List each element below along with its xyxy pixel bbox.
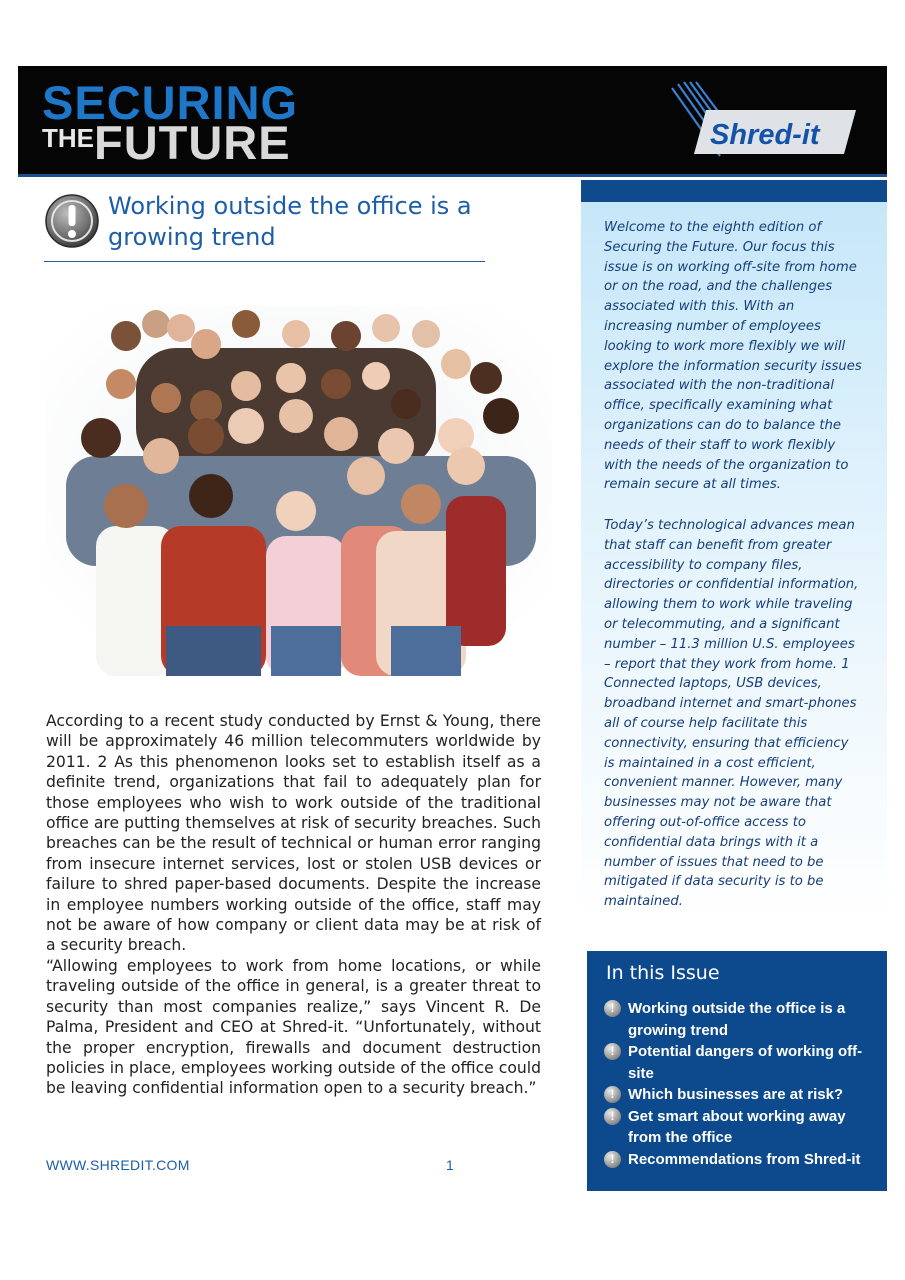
exclamation-bullet-icon: ! <box>604 1151 621 1168</box>
sidebar-intro-paragraph-2: Today’s technological advances mean that staff can benefit from greater accessibility to company files, directories or confidential information, allowing them to work while traveling or telecommuting, and a significant number – 11.3 million U.S. employees – report that they work from home. 1 Connected laptops, USB devices, broadband internet and smart-phones all of course help facilitate this connectivity, ensuring that efficiency is maintained in a cost efficient, convenient manner. However, many businesses may not be aware that offering out-of-office access to confidential data brings with it a number of issues that need to be mitigated if data security is to be maintained. <box>604 518 859 910</box>
exclamation-icon <box>44 193 100 249</box>
sidebar-top-bar <box>581 180 887 202</box>
exclamation-bullet-icon: ! <box>604 1086 621 1103</box>
brand-title-securing: SECURING <box>42 76 299 129</box>
article-paragraph-2: “Allowing employees to work from home locations, or while traveling outside of the office in general, is a greater threat to security than most companies realize,” says Vincent R. De Palma, President and CEO at Shred-it. “Unfortunately, without the proper encryption, firewalls and document destruction policies in place, employees working outside of the office could be leaving confidential information open to a security breach.” <box>46 957 541 1098</box>
issue-item-label: Get smart about working away from the office <box>628 1107 846 1146</box>
issue-list <box>604 998 880 1170</box>
brand-title-future <box>42 116 291 176</box>
exclamation-bullet-icon: ! <box>604 1043 621 1060</box>
issue-item-label: Potential dangers of working off-site <box>628 1043 863 1082</box>
in-this-issue-title: In this Issue <box>606 962 720 984</box>
crowd-photo <box>46 306 552 676</box>
brand-title-future-word: FUTURE <box>94 116 291 169</box>
shred-it-logo <box>668 80 860 162</box>
article-paragraph-1: According to a recent study conducted by Ernst & Young, there will be approximately 46 million telecommuters worldwide by 2011. 2 As this phenomenon looks set to establish itself as a definite trend, organizations that fail to adequately plan for those employees who wish to work outside of the traditional office are putting themselves at risk of security breaches. Such breaches can be the result of technical or human error ranging from insecure internet services, lost or stolen USB devices or failure to shred paper-based documents. Despite the increase in employee numbers working outside of the office, staff may not be aware of how company or client data may be at risk of a security breach. <box>46 712 541 955</box>
issue-item-label: Working outside the office is a growing trend <box>628 1000 846 1039</box>
issue-item[interactable] <box>604 998 880 1041</box>
page-number: 1 <box>446 1157 454 1173</box>
sidebar-intro-paragraph-1: Welcome to the eighth edition of Securing the Future. Our focus this issue is on working off-site from home or on the road, and the challenges associated with this. With an increasing number of employees looking to work more flexibly we will explore the information security issues associated with the non-traditional office, specifically examining what organizations can do to balance the needs of their staff to work flexibly with the needs of the organization to remain secure at all times. <box>604 220 862 493</box>
issue-item-label: Recommendations from Shred-it <box>628 1150 861 1168</box>
issue-item[interactable] <box>604 1041 880 1084</box>
issue-item[interactable] <box>604 1106 880 1149</box>
exclamation-bullet-icon: ! <box>604 1000 621 1017</box>
footer-website-link[interactable]: WWW.SHREDIT.COM <box>46 1157 190 1173</box>
issue-item[interactable] <box>604 1149 880 1171</box>
exclamation-bullet-icon: ! <box>604 1108 621 1125</box>
article-title: Working outside the office is a growing trend <box>108 192 472 251</box>
issue-item-label: Which businesses are at risk? <box>628 1086 844 1103</box>
issue-item[interactable] <box>604 1084 880 1106</box>
logo-text: Shred-it <box>710 119 820 151</box>
brand-title-the: THE <box>42 123 94 153</box>
title-divider <box>44 261 485 262</box>
